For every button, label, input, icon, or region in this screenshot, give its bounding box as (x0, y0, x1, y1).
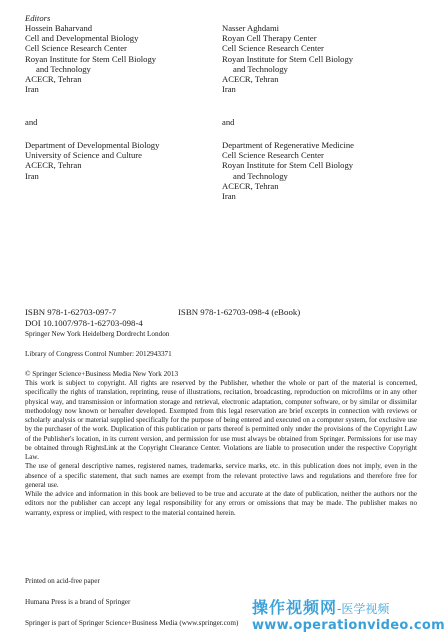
copyright-paragraph: The use of general descriptive names, registered names, trademarks, service marks, etc. in this publication does not imply, even in the absence of a specific statement, that such names are exempt from the relevant protective laws and regulations and therefore free for general use. (25, 462, 417, 489)
copyright-paragraph: This work is subject to copyright. All rights are reserved by the Publisher, whether the whole or part of the material is concerned, specifically the rights of translation, reprinting, reuse of illustrations, recitation, broadcasting, reproduction on microfilms or in any other physical way, and transmission or information storage and retrieval, electronic adaptation, computer software, or by similar or dissimilar methodology now known or hereafter developed. Exempted from this legal reservation are brief excerpts in connection with reviews or scholarly analysis or material supplied specifically for the purpose of being entered and executed on a computer system, for exclusive use by the purchaser of the work. Duplication of this publication or parts thereof is permitted only under the provisions of the Copyright Law of the Publisher's location, in its current version, and permission for use must always be obtained from Springer. Permissions for use may be obtained through RightsLink at the Copyright Clearance Center. Violations are liable to prosecution under the respective Copyright Law. (25, 379, 417, 461)
editor-name: Hossein Baharvand (25, 23, 93, 33)
affiliation-line: and Technology (36, 63, 91, 74)
isbn-print: ISBN 978-1-62703-097-7 (25, 307, 117, 317)
editor-left-and: and (25, 117, 38, 127)
editor-left-affiliation-2 (25, 140, 159, 181)
affiliation-line: ACECR, Tehran (25, 160, 82, 171)
affiliation-line: Cell Science Research Center (222, 150, 324, 161)
affiliation-line: Cell Science Research Center (222, 43, 324, 54)
affiliation-line: Royan Institute for Stem Cell Biology (222, 160, 354, 171)
affiliation-line: ACECR, Tehran (222, 180, 279, 191)
part-of-note: Springer is part of Springer Science+Business Media (www.springer.com) (25, 619, 239, 627)
editor-right-and: and (222, 117, 235, 127)
printed-note: Printed on acid-free paper (25, 577, 100, 585)
copyright-line: © Springer Science+Business Media New York 2013 (25, 370, 179, 378)
affiliation-line: Iran (222, 84, 236, 95)
affiliation-line: Royan Institute for Stem Cell Biology (222, 53, 354, 64)
editor-name: Nasser Aghdami (222, 23, 280, 33)
publisher-cities: Springer New York Heidelberg Dordrecht London (25, 330, 170, 338)
affiliation-line: Cell and Developmental Biology (25, 33, 139, 44)
copyright-body (25, 379, 417, 518)
editor-left (25, 23, 156, 94)
watermark-row (247, 595, 443, 633)
affiliation-line: Iran (222, 191, 236, 202)
watermark-cn-sub: -医学视频 (337, 602, 390, 616)
isbn-ebook: ISBN 978-1-62703-098-4 (eBook) (178, 307, 301, 317)
library-of-congress: Library of Congress Control Number: 2012943371 (25, 350, 172, 358)
affiliation-line: Iran (25, 84, 39, 95)
affiliation-line: Cell Science Research Center (25, 43, 127, 54)
affiliation-line: Department of Regenerative Medicine (222, 140, 354, 150)
doi: DOI 10.1007/978-1-62703-098-4 (25, 318, 143, 328)
affiliation-line: Iran (25, 170, 39, 181)
watermark (247, 595, 443, 633)
affiliation-line: Royan Cell Therapy Center (222, 33, 317, 44)
affiliation-line: and Technology (233, 63, 288, 74)
editor-right (222, 23, 353, 94)
watermark-text (252, 595, 445, 633)
affiliation-line: Royan Institute for Stem Cell Biology (25, 53, 157, 64)
affiliation-line: ACECR, Tehran (222, 74, 279, 85)
affiliation-line: ACECR, Tehran (25, 74, 82, 85)
brand-note: Humana Press is a brand of Springer (25, 598, 131, 606)
editors-label: Editors (25, 13, 51, 23)
affiliation-line: University of Science and Culture (25, 150, 142, 161)
affiliation-line: and Technology (233, 170, 288, 181)
affiliation-line: Department of Developmental Biology (25, 140, 160, 150)
editor-right-affiliation-2 (222, 140, 354, 201)
watermark-cn-main: 操作视频网 (252, 598, 338, 617)
copyright-paragraph: While the advice and information in this book are believed to be true and accurate at the date of publication, neither the authors nor the editors nor the publisher can accept any legal responsibility for any errors or omissions that may be made. The publisher makes no warranty, express or implied, with respect to the material contained herein. (25, 490, 417, 517)
watermark-url: www.operationvideo.com (252, 618, 445, 633)
